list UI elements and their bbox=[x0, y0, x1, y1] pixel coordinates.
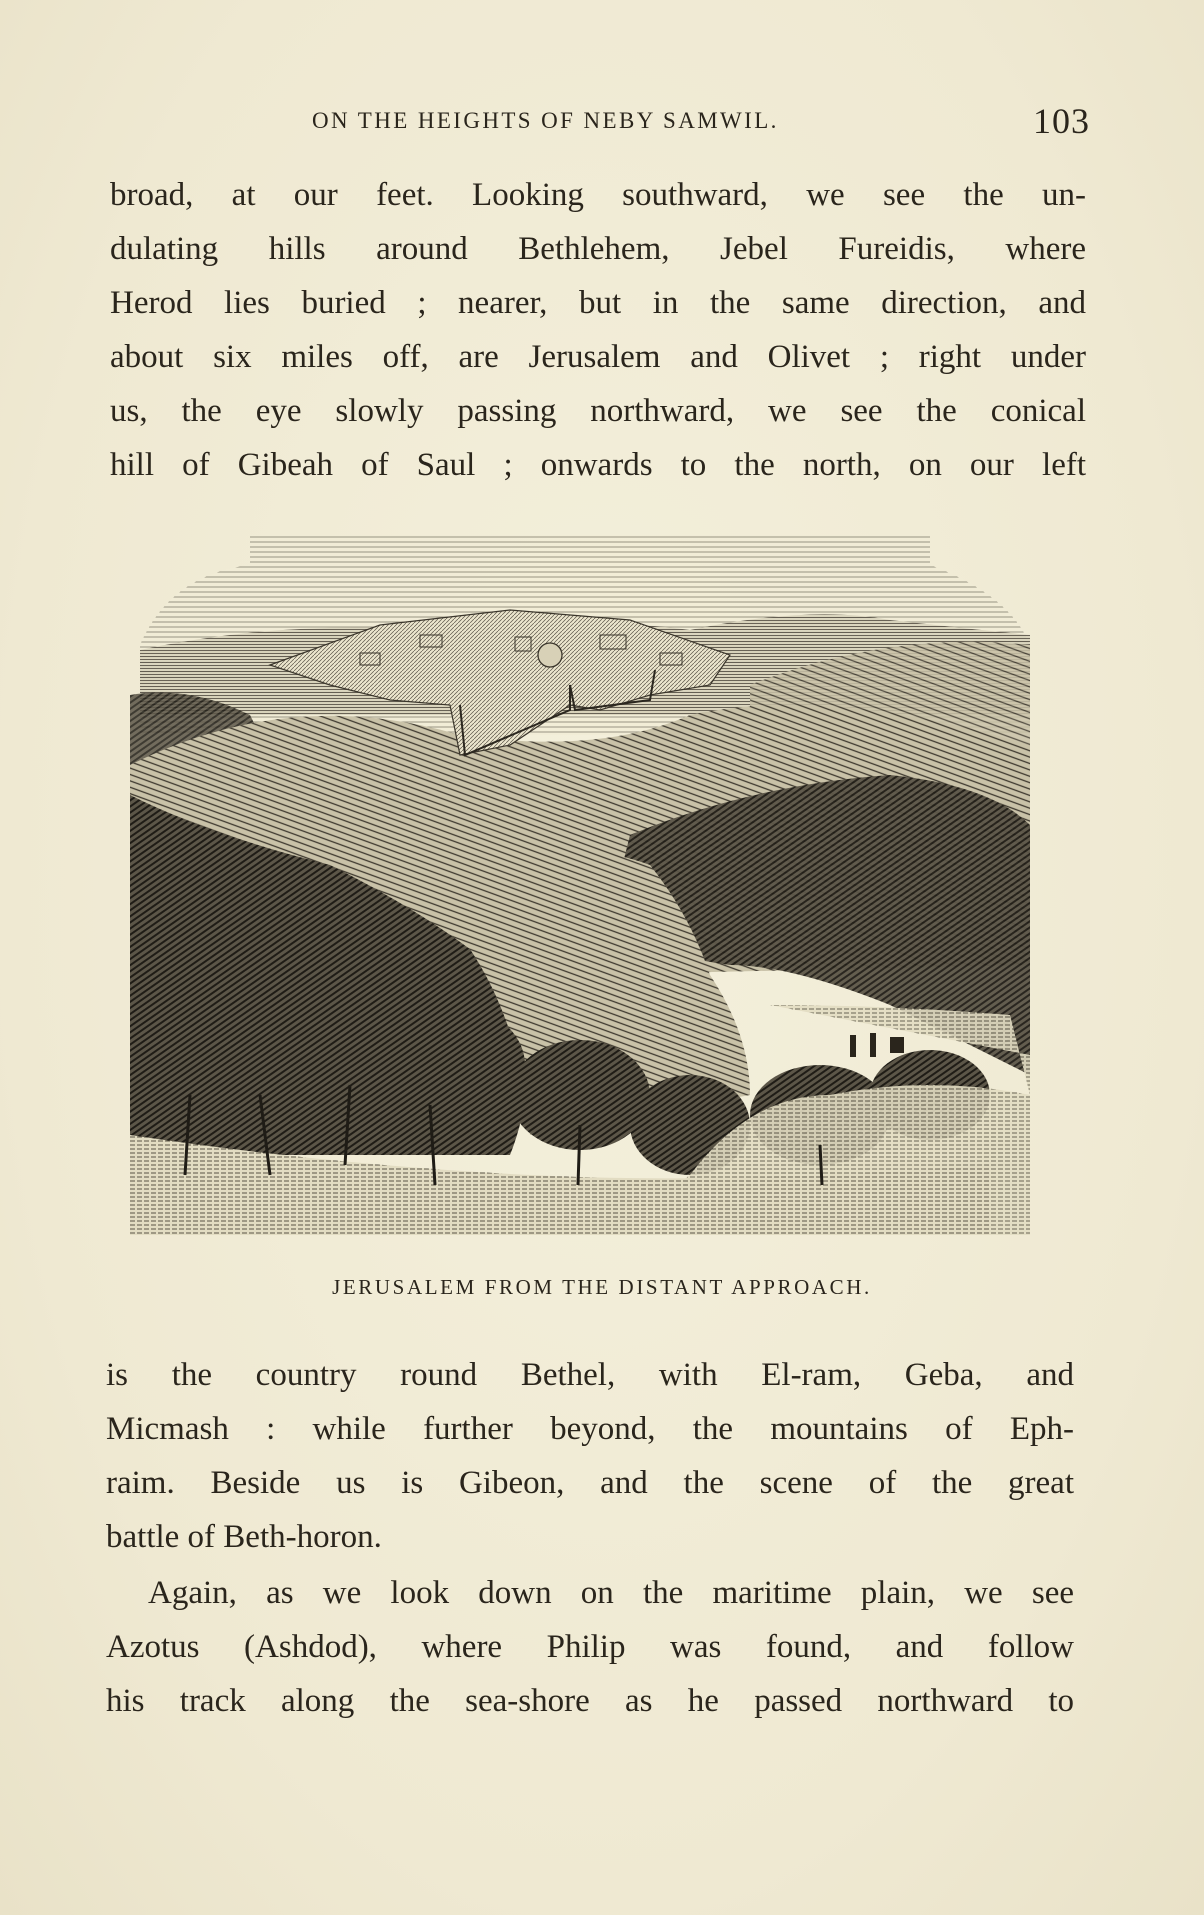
text-line: us, the eye slowly passing northward, we see the conical bbox=[110, 393, 1086, 429]
text-line: dulating hills around Bethlehem, Jebel Fureidis, where bbox=[110, 231, 1086, 267]
text-line: Micmash : while further beyond, the mountains of Eph- bbox=[106, 1411, 1074, 1447]
paragraph-middle bbox=[106, 1348, 1074, 1564]
text-line: Azotus (Ashdod), where Philip was found, and follow bbox=[106, 1629, 1074, 1665]
text-line: his track along the sea-shore as he passed northward to bbox=[106, 1683, 1074, 1719]
running-head bbox=[110, 100, 1090, 150]
text-line: battle of Beth-horon. bbox=[106, 1519, 382, 1555]
paragraph-bottom bbox=[106, 1566, 1074, 1728]
text-line: broad, at our feet. Looking southward, we see the un- bbox=[110, 177, 1086, 213]
text-line: hill of Gibeah of Saul ; onwards to the north, on our left bbox=[110, 447, 1086, 483]
running-title: ON THE HEIGHTS OF NEBY SAMWIL. bbox=[312, 108, 779, 133]
text-line: Again, as we look down on the maritime plain, we see bbox=[148, 1575, 1074, 1611]
text-line: about six miles off, are Jerusalem and Olivet ; right under bbox=[110, 339, 1086, 375]
text-line: is the country round Bethel, with El-ram, Geba, and bbox=[106, 1357, 1074, 1393]
engraving-jerusalem bbox=[130, 535, 1050, 1235]
page-number: 103 bbox=[1033, 101, 1090, 141]
text-line: Herod lies buried ; nearer, but in the same direction, and bbox=[110, 285, 1086, 321]
travellers bbox=[850, 1033, 904, 1057]
paragraph-top bbox=[110, 168, 1086, 492]
text-line: raim. Beside us is Gibeon, and the scene of the great bbox=[106, 1465, 1074, 1501]
figure-caption: JERUSALEM FROM THE DISTANT APPROACH. bbox=[332, 1275, 872, 1299]
